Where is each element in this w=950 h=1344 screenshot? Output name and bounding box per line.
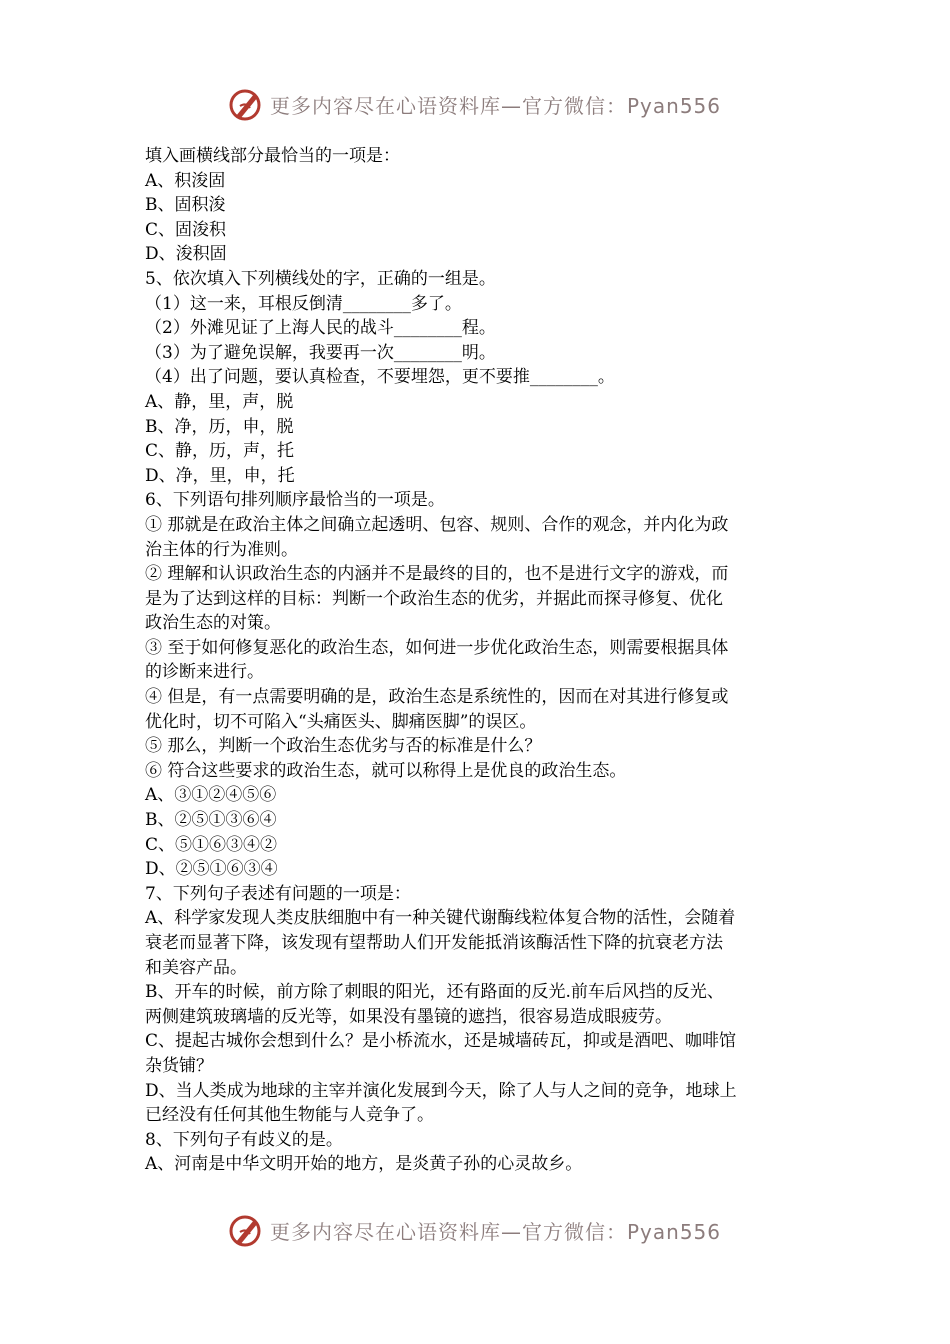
- text-line: ① 那就是在政治主体之间确立起透明、包容、规则、合作的观念，并内化为政: [145, 514, 729, 535]
- text-line: ② 理解和认识政治生态的内涵并不是最终的目的，也不是进行文字的游戏，而: [145, 564, 729, 585]
- text-line: A、积浚固: [145, 170, 226, 191]
- text-line: 的诊断来进行。: [145, 662, 264, 683]
- text-line: D、浚积固: [145, 244, 227, 265]
- text-line: （4）出了问题，要认真检查，不要埋怨，更不要推________。: [145, 367, 615, 388]
- text-line: 是为了达到这样的目标：判断一个政治生态的优劣，并据此而探寻修复、优化: [145, 588, 723, 609]
- text-line: D、当人类成为地球的主宰并演化发展到今天，除了人与人之间的竞争，地球上: [145, 1080, 737, 1101]
- text-line: （2）外滩见证了上海人民的战斗________程。: [145, 318, 496, 339]
- text-line: 两侧建筑玻璃墙的反光等，如果没有墨镜的遮挡，很容易造成眼疲劳。: [145, 1006, 672, 1027]
- text-line: 治主体的行为准则。: [145, 539, 298, 560]
- text-line: C、⑤①⑥③④②: [145, 834, 278, 855]
- text-line: A、③①②④⑤⑥: [145, 785, 277, 806]
- text-line: 衰老而显著下降，该发现有望帮助人们开发能抵消该酶活性下降的抗衰老方法: [145, 933, 723, 953]
- text-line: B、固积浚: [145, 195, 226, 216]
- text-line: ⑥ 符合这些要求的政治生态，就可以称得上是优良的政治生态。: [145, 760, 627, 781]
- text-line: 优化时，切不可陷入“头痛医头、脚痛医脚”的误区。: [145, 711, 537, 732]
- footer-banner-text: 更多内容尽在心语资料库—官方微信：Pyan556: [270, 1219, 722, 1244]
- text-line: 7、下列句子表述有问题的一项是：: [145, 883, 411, 904]
- text-line: A、河南是中华文明开始的地方，是炎黄子孙的心灵故乡。: [145, 1154, 583, 1175]
- document-body: [145, 144, 815, 1177]
- text-line: 8、下列句子有歧义的是。: [145, 1129, 343, 1150]
- text-line: ③ 至于如何修复恶化的政治生态，如何进一步优化政治生态，则需要根据具体: [145, 637, 729, 658]
- header-banner-text: 更多内容尽在心语资料库—官方微信：Pyan556: [270, 93, 722, 118]
- text-line: B、开车的时候，前方除了刺眼的阳光，还有路面的反光.前车后风挡的反光、: [145, 982, 724, 1003]
- text-line: A、静，里，声，脱: [145, 391, 294, 412]
- text-line: B、②⑤①③⑥④: [145, 810, 277, 831]
- text-line: B、净，历，申，脱: [145, 416, 294, 437]
- text-line: C、固浚积: [145, 219, 227, 240]
- text-line: C、静，历，声，托: [145, 441, 295, 462]
- text-line: C、提起古城你会想到什么？是小桥流水，还是城墙砖瓦，抑或是酒吧、咖啡馆: [145, 1031, 737, 1052]
- header-banner: [228, 82, 721, 126]
- pen-logo-icon: [228, 86, 264, 122]
- pen-logo-icon: [228, 1212, 264, 1248]
- text-line: 填入画横线部分最恰当的一项是：: [145, 146, 400, 166]
- text-line: 杂货铺？: [145, 1055, 213, 1076]
- text-line: 5、依次填入下列横线处的字，正确的一组是。: [145, 268, 496, 289]
- text-line: ⑤ 那么，判断一个政治生态优劣与否的标准是什么？: [145, 736, 542, 757]
- text-line: D、②⑤①⑥③④: [145, 859, 278, 880]
- text-line: A、科学家发现人类皮肤细胞中有一种关键代谢酶线粒体复合物的活性，会随着: [145, 908, 736, 929]
- text-line: ④ 但是，有一点需要明确的是，政治生态是系统性的，因而在对其进行修复或: [145, 687, 729, 708]
- text-line: 政治生态的对策。: [145, 613, 281, 634]
- text-line: （3）为了避免误解，我要再一次________明。: [145, 342, 496, 363]
- text-line: D、净，里，申，托: [145, 465, 295, 486]
- footer-banner: [228, 1208, 721, 1252]
- text-line: （1）这一来，耳根反倒清________多了。: [145, 293, 462, 314]
- text-line: 6、下列语句排列顺序最恰当的一项是。: [145, 490, 445, 511]
- text-line: 已经没有任何其他生物能与人竞争了。: [145, 1105, 434, 1126]
- text-line: 和美容产品。: [145, 957, 247, 978]
